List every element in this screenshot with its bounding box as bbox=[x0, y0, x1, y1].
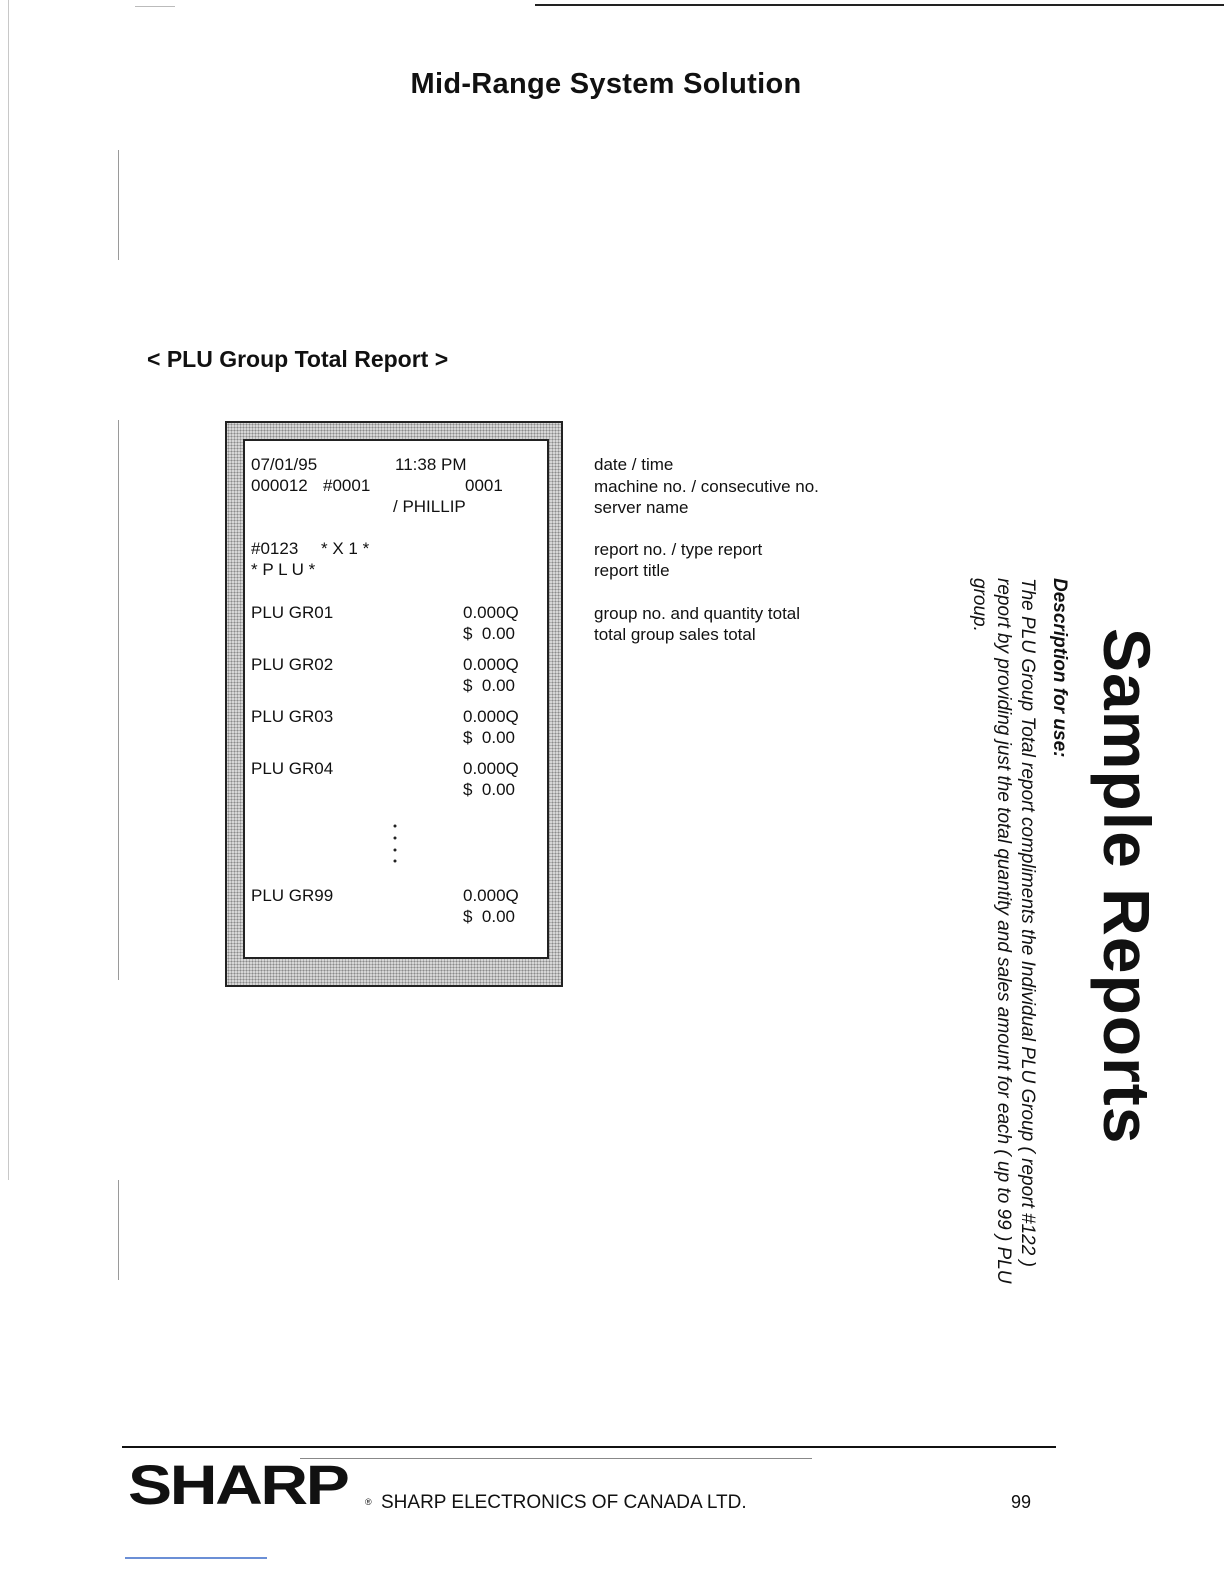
scan-artifact-line bbox=[125, 1557, 267, 1559]
sharp-logo: SHARP bbox=[128, 1453, 348, 1516]
receipt-report-no: #0123 bbox=[251, 539, 299, 558]
group-amount: $ 0.00 bbox=[463, 676, 515, 695]
page-number: 99 bbox=[1011, 1492, 1032, 1512]
group-quantity: 0.000Q bbox=[463, 886, 519, 905]
section-title: < PLU Group Total Report > bbox=[147, 346, 449, 372]
receipt-machine-no: 000012 bbox=[251, 476, 308, 495]
sample-reports-title: Sample Reports bbox=[1090, 628, 1164, 1145]
group-name: PLU GR03 bbox=[251, 707, 334, 726]
footer-rule bbox=[122, 1446, 1056, 1448]
group-quantity: 0.000Q bbox=[463, 655, 519, 674]
group-quantity: 0.000Q bbox=[463, 707, 519, 726]
margin-mark bbox=[118, 1180, 119, 1280]
receipt-server-code: 0001 bbox=[465, 476, 503, 495]
margin-mark bbox=[118, 420, 119, 980]
annotation-machine: machine no. / consecutive no. bbox=[594, 477, 819, 496]
annotation-report-no: report no. / type report bbox=[594, 540, 763, 559]
group-name: PLU GR99 bbox=[251, 886, 334, 905]
receipt-report-type: * X 1 * bbox=[321, 539, 370, 558]
description-line: report by providing just the total quantity and sales amount for each ( up to 99 ) PLU bbox=[993, 578, 1014, 1284]
receipt-consecutive-no: #0001 bbox=[323, 476, 371, 495]
group-amount: $ 0.00 bbox=[463, 907, 515, 926]
page-title: Mid-Range System Solution bbox=[410, 68, 802, 100]
group-name: PLU GR04 bbox=[251, 759, 334, 778]
group-name: PLU GR02 bbox=[251, 655, 334, 674]
description-line: group. bbox=[969, 578, 990, 632]
group-amount: $ 0.00 bbox=[463, 624, 515, 643]
group-amount: $ 0.00 bbox=[463, 780, 515, 799]
annotation-server: server name bbox=[594, 498, 689, 517]
annotation-group-sales: total group sales total bbox=[594, 625, 756, 644]
registered-mark: ® bbox=[365, 1497, 372, 1507]
group-amount: $ 0.00 bbox=[463, 728, 515, 747]
company-name: SHARP ELECTRONICS OF CANADA LTD. bbox=[381, 1492, 747, 1513]
annotation-group-qty: group no. and quantity total bbox=[594, 604, 801, 623]
receipt-date: 07/01/95 bbox=[251, 455, 318, 474]
ellipsis-vertical-icon bbox=[391, 821, 401, 865]
description-line: The PLU Group Total report compliments the Individual PLU Group ( report #122 ) bbox=[1017, 578, 1038, 1267]
page-edge-line bbox=[8, 0, 9, 1180]
receipt-server-name: / PHILLIP bbox=[393, 497, 466, 516]
annotation-date-time: date / time bbox=[594, 455, 674, 474]
annotation-report-title: report title bbox=[594, 561, 670, 580]
receipt-report-title: * P L U * bbox=[251, 560, 316, 579]
margin-mark bbox=[118, 150, 119, 260]
group-quantity: 0.000Q bbox=[463, 603, 519, 622]
top-rule bbox=[535, 4, 1224, 6]
description-heading: Description for use: bbox=[1049, 578, 1070, 758]
receipt bbox=[243, 439, 549, 959]
group-quantity: 0.000Q bbox=[463, 759, 519, 778]
group-name: PLU GR01 bbox=[251, 603, 334, 622]
top-rule-fragment bbox=[135, 6, 175, 7]
footer-rule-secondary bbox=[300, 1458, 812, 1459]
receipt-time: 11:38 PM bbox=[395, 455, 467, 474]
